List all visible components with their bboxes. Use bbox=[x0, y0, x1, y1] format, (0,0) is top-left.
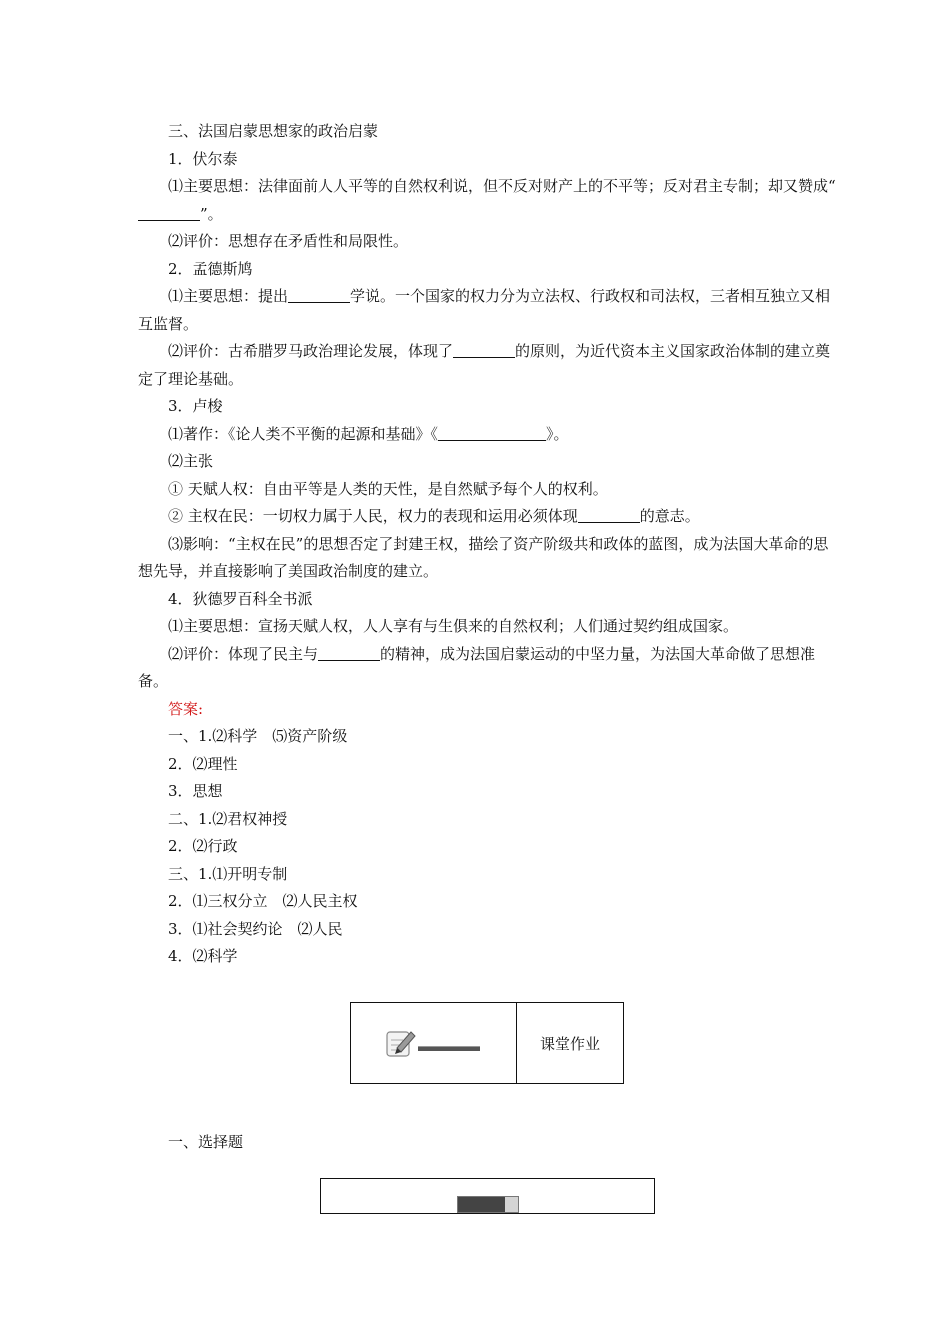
item-heading-voltaire: 1．伏尔泰 bbox=[168, 149, 238, 168]
answer-line: 二、1.⑵君权神授 bbox=[168, 809, 288, 828]
montesquieu-thought bbox=[138, 283, 838, 338]
answer-label: 答案: bbox=[168, 699, 204, 718]
answer-line: 2．⑴三权分立 ⑵人民主权 bbox=[168, 892, 358, 910]
homework-banner bbox=[350, 1002, 624, 1084]
choice-section-title: 一、选择题 bbox=[168, 1133, 244, 1151]
section-heading: 三、法国启蒙思想家的政治启蒙 bbox=[168, 122, 379, 140]
text-segment: 》。 bbox=[546, 424, 569, 443]
text-segment: 的原则，为近代资本主义国家政治体制的建立奠定了理论基础。 bbox=[138, 342, 831, 388]
progress-bar-fill bbox=[458, 1197, 505, 1212]
decorative-underline bbox=[418, 1046, 480, 1051]
question-banner bbox=[320, 1178, 655, 1214]
fill-blank[interactable] bbox=[438, 422, 546, 441]
text-segment: ② 主权在民：一切权力属于人民，权力的表现和运用必须体现 bbox=[168, 507, 578, 525]
fill-blank[interactable] bbox=[318, 642, 380, 661]
text-segment: ⑴著作：《论人类不平衡的起源和基础》《 bbox=[168, 424, 439, 443]
voltaire-thought bbox=[138, 173, 838, 228]
text-segment: ⑵评价：古希腊罗马政治理论发展，体现了 bbox=[168, 342, 454, 360]
fill-blank[interactable] bbox=[453, 339, 515, 358]
text-segment: 的精神，成为法国启蒙运动的中坚力量，为法国大革命做了思想准备。 bbox=[138, 644, 816, 690]
rousseau-works bbox=[138, 421, 838, 449]
rousseau-popular-sovereignty bbox=[138, 503, 838, 531]
homework-label-cell bbox=[517, 1003, 623, 1083]
rousseau-claims: ⑵主张 bbox=[168, 452, 214, 470]
answer-line: 三、1.⑴开明专制 bbox=[168, 864, 288, 883]
diderot-thought: ⑴主要思想：宣扬天赋人权，人人享有与生俱来的自然权利；人们通过契约组成国家。 bbox=[168, 617, 739, 635]
item-heading-montesquieu: 2．孟德斯鸠 bbox=[168, 259, 253, 278]
answer-line: 一、1.⑵科学 ⑸资产阶级 bbox=[168, 727, 348, 745]
text-segment: 的意志。 bbox=[639, 507, 700, 525]
voltaire-evaluation: ⑵评价：思想存在矛盾性和局限性。 bbox=[168, 232, 409, 250]
text-segment: ”。 bbox=[200, 204, 223, 223]
answer-line: 3．思想 bbox=[168, 782, 223, 800]
answer-line: 4．⑵科学 bbox=[168, 947, 238, 965]
answer-line: 2．⑵理性 bbox=[168, 754, 238, 773]
diderot-evaluation bbox=[138, 641, 838, 696]
fill-blank[interactable] bbox=[288, 284, 350, 303]
progress-bar bbox=[457, 1196, 519, 1213]
rousseau-natural-rights: ① 天赋人权：自由平等是人类的天性，是自然赋予每个人的权利。 bbox=[168, 479, 608, 498]
fill-blank[interactable] bbox=[138, 202, 200, 221]
text-segment: ⑴主要思想：法律面前人人平等的自然权利说，但不反对财产上的不平等；反对君主专制；却又赞成“ bbox=[168, 177, 836, 195]
rousseau-influence: ⑶影响：“主权在民”的思想否定了封建王权，描绘了资产阶级共和政体的蓝图，成为法国大革命的思想先导，并直接影响了美国政治制度的建立。 bbox=[138, 534, 829, 580]
homework-banner-icon-cell bbox=[351, 1003, 517, 1083]
homework-label: 课堂作业 bbox=[539, 1034, 600, 1053]
item-heading-rousseau: 3．卢梭 bbox=[168, 397, 223, 415]
fill-blank[interactable] bbox=[578, 504, 640, 523]
answer-line: 3．⑴社会契约论 ⑵人民 bbox=[168, 919, 343, 938]
montesquieu-evaluation bbox=[138, 338, 838, 393]
text-segment: 学说。一个国家的权力分为立法权、行政权和司法权，三者相互独立又相互监督。 bbox=[138, 287, 831, 333]
text-segment: ⑵评价：体现了民主与 bbox=[168, 644, 319, 663]
pencil-paper-icon bbox=[383, 1026, 417, 1064]
answer-line: 2．⑵行政 bbox=[168, 837, 238, 855]
text-segment: ⑴主要思想：提出 bbox=[168, 287, 289, 305]
item-heading-diderot: 4．狄德罗百科全书派 bbox=[168, 589, 313, 608]
document-content bbox=[138, 118, 838, 971]
